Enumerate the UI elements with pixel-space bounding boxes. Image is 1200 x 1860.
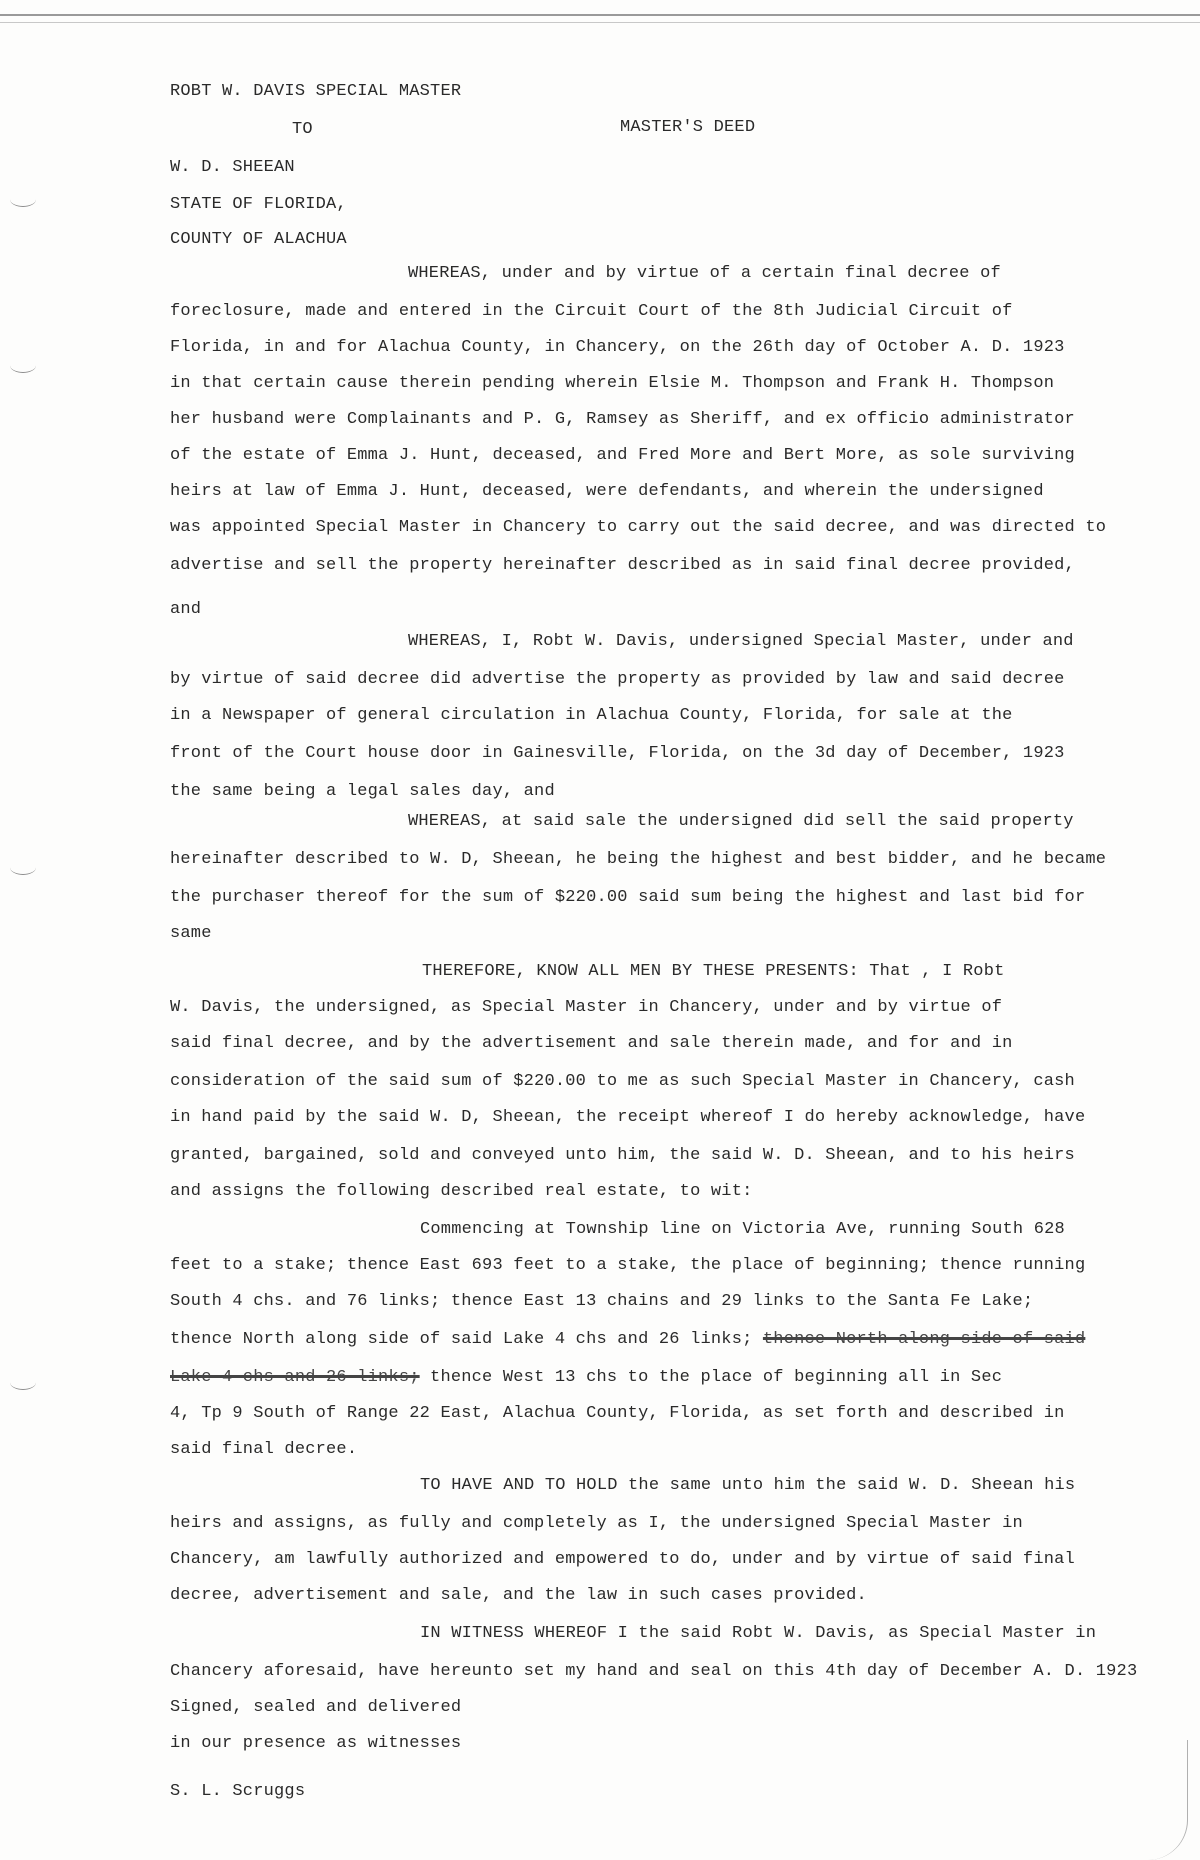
body-line: by virtue of said decree did advertise the property as provided by law and said decree	[170, 670, 1065, 689]
body-line: consideration of the said sum of $220.00 to me as such Special Master in Chancery, cash	[170, 1072, 1075, 1091]
body-line	[170, 1368, 1002, 1388]
witness-name: S. L. Scruggs	[170, 1782, 306, 1801]
body-line: in hand paid by the said W. D, Sheean, the receipt whereof I do hereby acknowledge, have	[170, 1108, 1086, 1127]
to-label: TO	[292, 120, 313, 139]
county-line: COUNTY OF ALACHUA	[170, 230, 347, 249]
body-line: Chancery aforesaid, have hereunto set my hand and seal on this 4th day of December A. D. 1923	[170, 1662, 1138, 1681]
body-line: advertise and sell the property hereinafter described as in said final decree provided,	[170, 556, 1075, 575]
binder-hole-mark	[10, 860, 36, 875]
body-line: same	[170, 924, 212, 943]
body-line: the purchaser thereof for the sum of $220.00 said sum being the highest and last bid for	[170, 888, 1086, 907]
body-line: Commencing at Township line on Victoria Ave, running South 628	[420, 1220, 1065, 1239]
body-line: of the estate of Emma J. Hunt, deceased, and Fred More and Bert More, as sole surviving	[170, 446, 1075, 465]
body-line: WHEREAS, at said sale the undersigned did sell the said property	[408, 812, 1074, 831]
body-line: Chancery, am lawfully authorized and empowered to do, under and by virtue of said final	[170, 1550, 1075, 1569]
body-line: South 4 chs. and 76 links; thence East 13 chains and 29 links to the Santa Fe Lake;	[170, 1292, 1034, 1311]
body-line: foreclosure, made and entered in the Circuit Court of the 8th Judicial Circuit of	[170, 302, 1013, 321]
body-line: said final decree, and by the advertisement and sale therein made, and for and in	[170, 1034, 1013, 1053]
body-line: Florida, in and for Alachua County, in Chancery, on the 26th day of October A. D. 1923	[170, 338, 1065, 357]
body-line: TO HAVE AND TO HOLD the same unto him the said W. D. Sheean his	[420, 1476, 1076, 1495]
body-line: feet to a stake; thence East 693 feet to a stake, the place of beginning; thence running	[170, 1256, 1086, 1275]
body-line: said final decree.	[170, 1440, 358, 1459]
body-line: the same being a legal sales day, and	[170, 782, 555, 801]
body-line: in our presence as witnesses	[170, 1734, 462, 1753]
body-line-text: thence West 13 chs to the place of beginning all in Sec	[430, 1368, 1003, 1387]
body-line-text: thence North along side of said Lake 4 chs and 26 links;	[170, 1330, 753, 1349]
binder-hole-mark	[10, 192, 36, 207]
paper-top-edge-inner	[0, 22, 1200, 23]
body-line: and	[170, 600, 202, 619]
body-line: decree, advertisement and sale, and the law in such cases provided.	[170, 1586, 867, 1605]
paper-top-edge	[0, 14, 1200, 16]
body-line: heirs and assigns, as fully and completely as I, the undersigned Special Master in	[170, 1514, 1023, 1533]
grantor-line: ROBT W. DAVIS SPECIAL MASTER	[170, 82, 462, 101]
state-line: STATE OF FLORIDA,	[170, 195, 347, 214]
document-title: MASTER'S DEED	[620, 118, 756, 137]
body-line: in that certain cause therein pending wherein Elsie M. Thompson and Frank H. Thompson	[170, 374, 1055, 393]
body-line: THEREFORE, KNOW ALL MEN BY THESE PRESENTS: That , I Robt	[422, 962, 1005, 981]
struck-out-text: Lake 4 chs and 26 links;	[170, 1368, 420, 1387]
body-line: WHEREAS, I, Robt W. Davis, undersigned Special Master, under and	[408, 632, 1074, 651]
body-line: was appointed Special Master in Chancery to carry out the said decree, and was directed to	[170, 518, 1107, 537]
body-line: and assigns the following described real estate, to wit:	[170, 1182, 753, 1201]
page-curl-corner	[1147, 1740, 1188, 1860]
binder-hole-mark	[10, 358, 36, 373]
binder-hole-mark	[10, 1375, 36, 1390]
body-line: IN WITNESS WHEREOF I the said Robt W. Davis, as Special Master in	[420, 1624, 1097, 1643]
body-line: W. Davis, the undersigned, as Special Master in Chancery, under and by virtue of	[170, 998, 1003, 1017]
body-line: front of the Court house door in Gainesville, Florida, on the 3d day of December, 1923	[170, 744, 1065, 763]
body-line: granted, bargained, sold and conveyed unto him, the said W. D. Sheean, and to his heirs	[170, 1146, 1075, 1165]
body-line: her husband were Complainants and P. G, Ramsey as Sheriff, and ex officio administrator	[170, 410, 1075, 429]
struck-out-text: thence North along side of said	[762, 1330, 1086, 1349]
body-line: hereinafter described to W. D, Sheean, he being the highest and best bidder, and he became	[170, 850, 1107, 869]
body-line: Signed, sealed and delivered	[170, 1698, 462, 1717]
body-line	[170, 1330, 1085, 1350]
body-line: WHEREAS, under and by virtue of a certain final decree of	[408, 264, 1001, 283]
body-line: in a Newspaper of general circulation in Alachua County, Florida, for sale at the	[170, 706, 1013, 725]
body-line: heirs at law of Emma J. Hunt, deceased, were defendants, and wherein the undersigned	[170, 482, 1044, 501]
body-line: 4, Tp 9 South of Range 22 East, Alachua County, Florida, as set forth and described in	[170, 1404, 1065, 1423]
grantee-name: W. D. SHEEAN	[170, 158, 295, 177]
